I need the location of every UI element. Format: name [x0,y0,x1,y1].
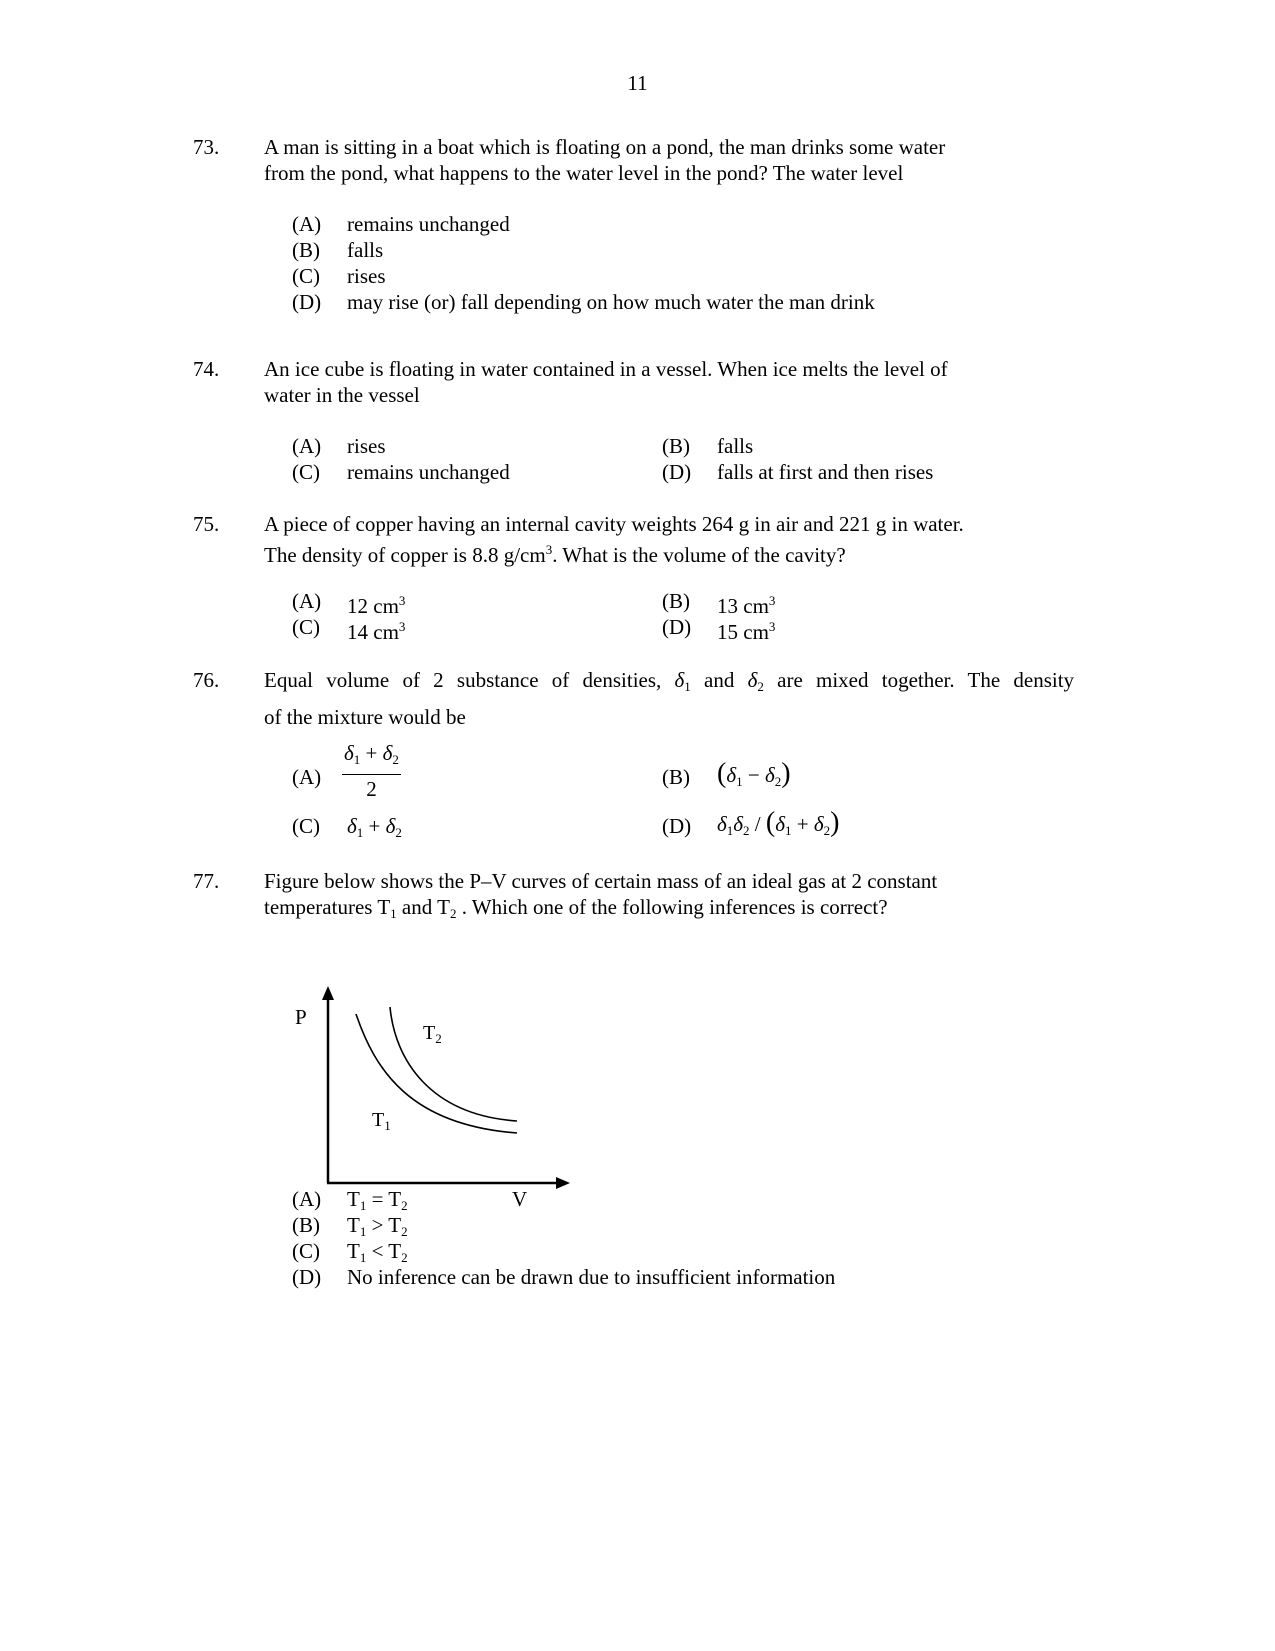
subscript: 2 [395,825,402,840]
subscript: 2 [401,1250,408,1265]
fraction [342,740,401,802]
option-expression: $(\delta_1 - \delta_2)$ [717,758,791,789]
question-75-line1: A piece of copper having an internal cavity weights 264 g in air and 221 g in water. [264,512,964,536]
text-part: . Which one of the following inferences is correct? [456,895,888,919]
option-letter: (C) [292,1239,320,1263]
question-76-text [264,667,1074,730]
curve-t1-label [372,1107,391,1139]
delta-symbol: δ [747,668,758,692]
fraction-denominator: 2 [366,777,377,801]
subscript: 2 [401,1224,408,1239]
subscript: 1 [356,825,364,840]
option-letter: (D) [292,1265,322,1289]
text-part: are mixed together. The density [777,668,1075,692]
option-text: falls [347,238,384,262]
subscript: 2 [823,823,831,838]
operator: < [366,1239,389,1263]
option-77-c[interactable] [0,1238,1275,1264]
pv-diagram-svg [280,970,600,1220]
superscript: 3 [768,619,776,634]
option-73-d[interactable] [0,289,1275,315]
option-73-a[interactable] [0,211,1275,237]
option-letter: (B) [662,434,690,458]
option-letter: (D) [662,615,692,639]
question-77-options [0,1186,1275,1290]
option-letter: (A) [292,589,322,613]
option-letter: (A) [292,212,322,236]
option-text: falls at first and then rises [717,460,934,484]
option-letter: (B) [662,589,690,613]
option-73-c[interactable] [0,263,1275,289]
option-letter: (D) [292,290,322,314]
subscript: 2 [757,679,764,694]
operator: > [366,1213,389,1237]
subscript: 1 [726,823,734,838]
subscript: 1 [784,823,792,838]
question-77-line1: Figure below shows the P–V curves of certain mass of an ideal gas at 2 constant [264,869,938,893]
option-text: rises [347,434,386,458]
pv-diagram [280,970,600,1220]
option-expression: $\delta_1\delta_2 / (\delta_1 + \delta_2)$ [717,807,840,838]
question-73-text [264,134,1074,186]
delta-symbol: δ [674,668,685,692]
option-text: remains unchanged [347,460,510,484]
superscript: 3 [398,593,406,608]
question-75-text [264,511,1074,568]
option-73-b[interactable] [0,237,1275,263]
subscript: 1 [684,679,691,694]
option-value: 13 cm [717,594,769,618]
question-74-line1: An ice cube is floating in water contained in a vessel. When ice melts the level of [264,357,948,381]
p-axis-label: P [295,1005,307,1029]
subscript: 1 [359,1198,367,1213]
option-letter: (A) [292,434,322,458]
option-text: rises [347,264,386,288]
question-73-options [0,211,1275,315]
delta-symbol: δ [813,812,824,836]
question-77-text [264,868,1074,927]
label-text: T [372,1109,385,1131]
question-74-text [264,356,1074,408]
label-text: T [423,1022,436,1044]
option-letter: (A) [292,765,322,789]
question-76-line1 [264,667,1074,700]
text-part: T [347,1213,360,1237]
subscript: 2 [435,1031,442,1046]
text-part: T [388,1187,402,1211]
subscript: 1 [359,1224,367,1239]
subscript: 1 [353,752,361,767]
option-letter: (C) [292,814,320,838]
subscript: 2 [743,823,750,838]
option-value: 12 cm [347,594,399,618]
option-text: remains unchanged [347,212,510,236]
text-part: T [388,1239,402,1263]
subscript: 1 [359,1250,367,1265]
p-axis-arrow [322,986,334,1000]
question-73-line2: from the pond, what happens to the water level in the pond? The water level [264,161,904,185]
option-text [717,614,775,645]
subscript: 1 [736,774,743,789]
delta-symbol: δ [717,812,727,836]
question-75-number: 75. [193,512,220,536]
option-text [347,614,405,645]
question-76-options [0,740,1275,840]
option-value: 14 cm [347,620,399,644]
text-part: Equal volume of 2 substance of densities, [264,668,662,692]
text-part: The density of copper is 8.8 g/cm [264,543,546,567]
option-77-b[interactable] [0,1212,1275,1238]
option-letter: (C) [292,264,320,288]
delta-symbol: δ [733,812,744,836]
question-73-line1: A man is sitting in a boat which is floating on a pond, the man drinks some water [264,135,946,159]
subscript: 1 [384,1118,391,1133]
text-part: T [347,1239,360,1263]
delta-symbol: δ [726,763,737,787]
text-part: and [704,668,735,692]
question-74-number: 74. [193,357,220,381]
question-76-number: 76. [193,668,220,692]
text-part: temperatures T [264,895,391,919]
operator: = [366,1187,389,1211]
text-part: T [388,1213,402,1237]
text-part: and T [396,895,450,919]
option-letter: (B) [292,1213,320,1237]
page-number: 11 [627,71,648,95]
option-text: may rise (or) fall depending on how much water the man drink [347,290,875,314]
option-value: 15 cm [717,620,769,644]
fraction-numerator: $\delta_1 + \delta_2$ [342,740,401,775]
subscript: 2 [392,752,399,767]
option-text: No inference can be drawn due to insufficient information [347,1265,836,1289]
question-75-line2 [264,537,1074,568]
superscript: 3 [545,542,553,557]
question-75-options [0,588,1275,644]
question-74-line2: water in the vessel [264,383,420,407]
text-part: T [347,1187,360,1211]
question-74-options [0,433,1275,485]
curve-t2 [390,1007,517,1121]
delta-symbol: δ [344,741,354,765]
option-letter: (C) [292,460,320,484]
option-letter: (D) [662,814,692,838]
text-part: . What is the volume of the cavity? [552,543,846,567]
option-77-a[interactable] [0,1186,1275,1212]
delta-symbol: δ [382,741,393,765]
v-axis-label: V [512,1187,528,1211]
option-expression: $\delta_1 + \delta_2$ [347,814,402,840]
option-letter: (A) [292,1187,322,1211]
question-73-number: 73. [193,135,220,159]
curve-t2-label [423,1020,442,1052]
question-76-line2: of the mixture would be [264,705,466,729]
option-letter: (D) [662,460,692,484]
option-letter: (B) [292,238,320,262]
option-text: falls [717,434,754,458]
option-letter: (C) [292,615,320,639]
option-77-d[interactable] [0,1264,1275,1290]
superscript: 3 [768,593,776,608]
superscript: 3 [398,619,406,634]
delta-symbol: δ [764,763,775,787]
question-77-number: 77. [193,869,220,893]
option-letter: (B) [662,765,690,789]
delta-symbol: δ [385,814,396,838]
question-77-line2 [264,894,1074,927]
delta-symbol: δ [347,814,357,838]
subscript: 2 [449,906,457,921]
subscript: 2 [774,774,782,789]
subscript: 1 [390,906,397,921]
delta-symbol: δ [775,812,785,836]
subscript: 2 [401,1198,408,1213]
